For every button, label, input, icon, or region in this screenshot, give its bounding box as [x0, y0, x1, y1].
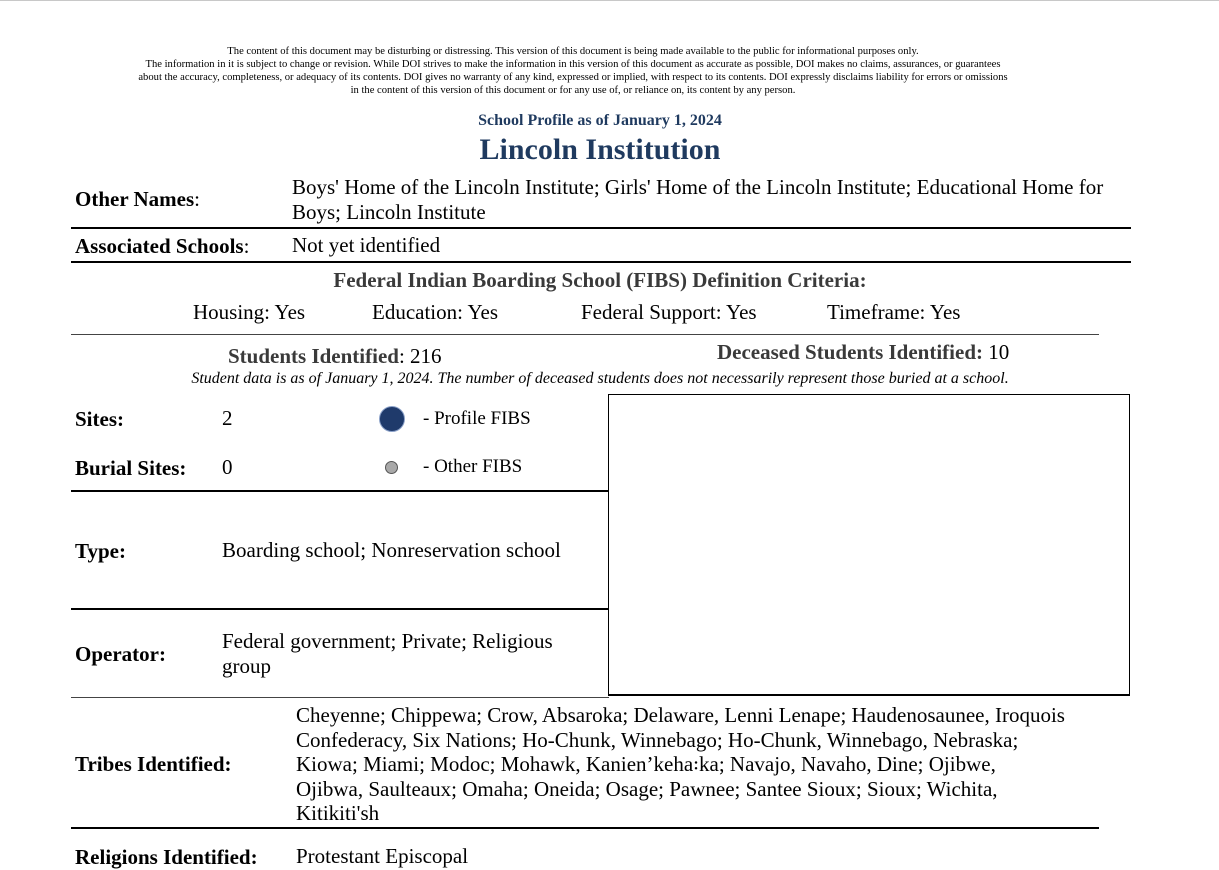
- religions-label: Religions Identified:: [75, 845, 258, 869]
- divider: [71, 334, 1099, 335]
- divider: [71, 827, 1099, 829]
- divider: [71, 490, 609, 492]
- criteria-heading: Federal Indian Boarding School (FIBS) Definition Criteria:: [333, 268, 867, 292]
- divider: [71, 261, 1131, 263]
- sites-value: 2: [222, 406, 233, 430]
- operator-value: Federal government; Private; Religious group: [222, 629, 553, 678]
- burial-sites-label: Burial Sites:: [75, 456, 187, 480]
- criteria-housing: Housing: Yes: [193, 300, 306, 324]
- divider: [71, 608, 609, 610]
- burial-sites-value: 0: [222, 455, 233, 479]
- students-note: Student data is as of January 1, 2024. The number of deceased students does not necessarily represent those buried at a school.: [191, 370, 1009, 387]
- deceased-students-identified: Deceased Students Identified: 10: [717, 340, 1010, 364]
- students-identified: Students Identified: 216: [228, 344, 442, 368]
- associated-schools-label: Associated Schools:: [75, 234, 250, 258]
- religions-value: Protestant Episcopal: [296, 844, 469, 868]
- location-map: [608, 394, 1130, 696]
- sites-label: Sites:: [75, 407, 124, 431]
- criteria-education: Education: Yes: [372, 300, 499, 324]
- other-names-value: Boys' Home of the Lincoln Institute; Girls' Home of the Lincoln Institute; Educational Home for Boys; Lincoln Institute: [292, 175, 1104, 224]
- criteria-federal-support: Federal Support: Yes: [581, 300, 757, 324]
- profile-fibs-marker-icon: [379, 406, 405, 432]
- divider: [71, 697, 609, 698]
- other-fibs-marker-icon: [385, 461, 398, 474]
- criteria-timeframe: Timeframe: Yes: [827, 300, 961, 324]
- top-border: [0, 0, 1219, 1]
- legend-other-fibs: - Other FIBS: [423, 456, 523, 477]
- school-title: Lincoln Institution: [479, 133, 721, 166]
- disclaimer-line: about the accuracy, completeness, or adequacy of its contents. DOI gives no warranty of any kind, expressed or implied, with respect to its contents. DOI expressly disclaims liability for errors or omissions: [138, 72, 1008, 83]
- type-label: Type:: [75, 539, 126, 563]
- tribes-label: Tribes Identified:: [75, 752, 232, 776]
- disclaimer: [60, 45, 1086, 97]
- divider: [71, 227, 1131, 229]
- other-names-label: Other Names:: [75, 187, 201, 211]
- profile-date: School Profile as of January 1, 2024: [478, 112, 722, 129]
- tribes-value: Cheyenne; Chippewa; Crow, Absaroka; Delaware, Lenni Lenape; Haudenosaunee, Iroquois Confederacy, Six Nations; Ho-Chunk, Winnebago; Ho-Chunk, Winnebago, Nebraska; Kiowa; Miami; Modoc; Mohawk, Kanien’keha꞉ka; Navajo, Navaho, Dine; Ojibwe, Ojibwa, Saulteaux; Omaha; Oneida; Osage; Pawnee; Santee Sioux; Sioux; Wichita, Kitikiti'sh: [296, 703, 1065, 825]
- disclaimer-line: The content of this document may be disturbing or distressing. This version of this document is being made available to the public for informational purposes only.: [227, 46, 919, 57]
- disclaimer-line: The information in it is subject to change or revision. While DOI strives to make the information in this version of this document as accurate as possible, DOI makes no claims, assurances, or guarantees: [145, 59, 1001, 70]
- associated-schools-value: Not yet identified: [292, 233, 441, 257]
- type-value: Boarding school; Nonreservation school: [222, 538, 561, 562]
- disclaimer-line: in the content of this version of this document or for any use of, or reliance on, its content by any person.: [350, 85, 796, 96]
- legend-profile-fibs: - Profile FIBS: [423, 408, 531, 429]
- operator-label: Operator:: [75, 642, 166, 666]
